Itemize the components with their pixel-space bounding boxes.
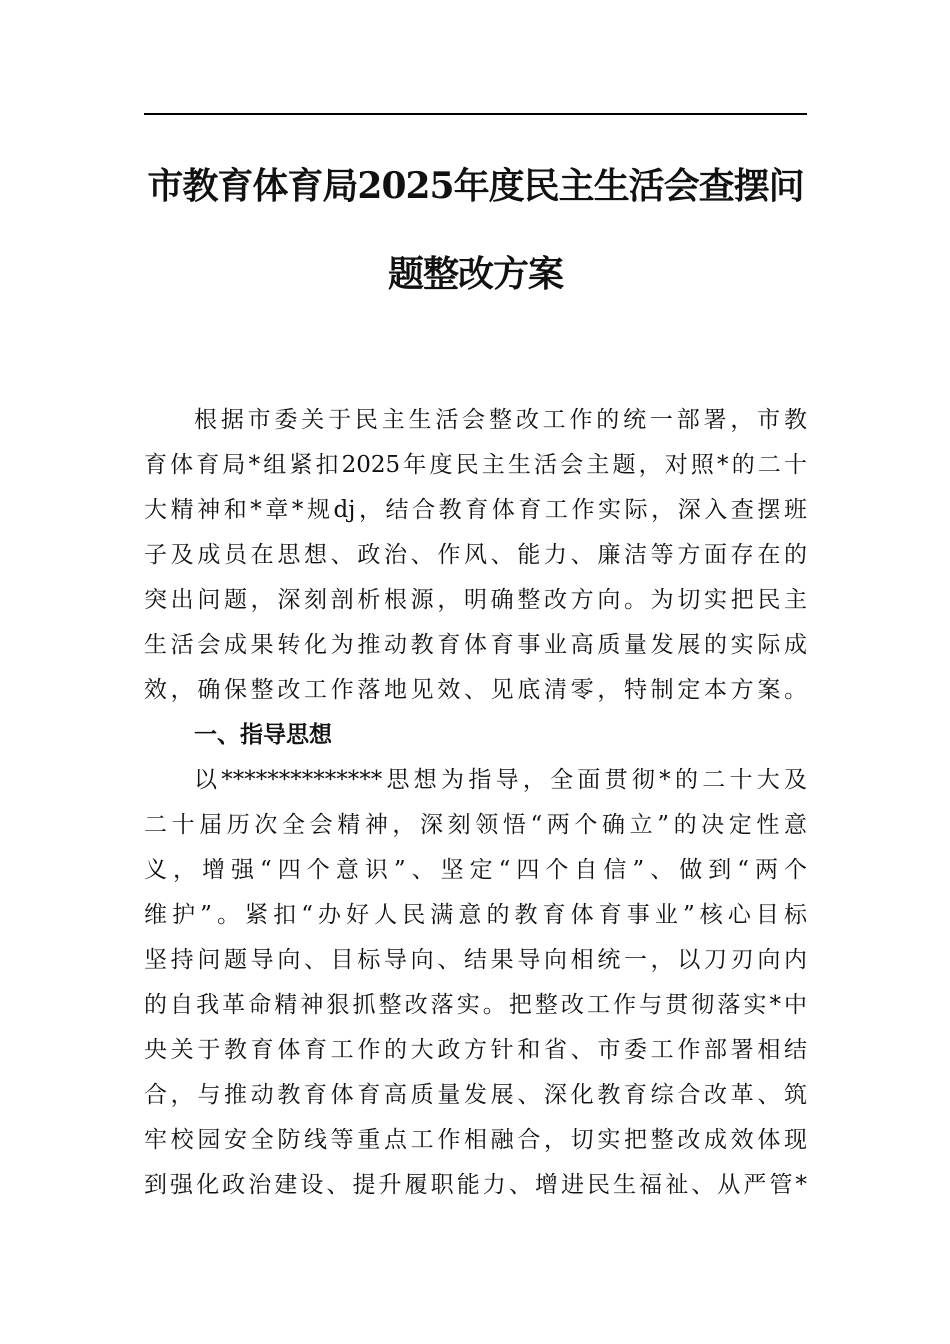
text-line: 央关于教育体育工作的大政方针和省、市委工作部署相结 [144,1037,807,1063]
document-body [144,398,807,1208]
text-line: 子及成员在思想、政治、作风、能力、廉洁等方面存在的 [144,542,807,568]
title-line-1: 市教育体育局2025年度民主生活会查摆问 [147,165,804,207]
header-rule [144,113,807,115]
section-heading-guiding-thought: 一、指导思想 [194,722,332,748]
text-line: 大精神和*章*规dj，结合教育体育工作实际，深入查摆班 [144,497,807,523]
text-line: 突出问题，深刻剖析根源，明确整改方向。为切实把民主 [144,587,807,613]
paragraph-intro [144,398,807,713]
text-line: 育体育局*组紧扣2025年度民主生活会主题，对照*的二十 [144,452,807,478]
text-line: 的自我革命精神狠抓整改落实。把整改工作与贯彻落实*中 [144,992,807,1018]
text-line: 坚持问题导向、目标导向、结果导向相统一，以刀刃向内 [144,947,807,973]
text-line: 效，确保整改工作落地见效、见底清零，特制定本方案。 [144,677,807,703]
text-line: 生活会成果转化为推动教育体育事业高质量发展的实际成 [144,632,807,658]
text-line: 合，与推动教育体育高质量发展、深化教育综合改革、筑 [144,1082,807,1108]
text-line: 根据市委关于民主生活会整改工作的统一部署，市教 [194,407,807,433]
title-line-2: 题整改方案 [387,253,563,295]
text-line: 维护”。紧扣“办好人民满意的教育体育事业”核心目标 [144,902,807,928]
paragraph-guiding-thought [144,758,807,1208]
text-line: 二十届历次全会精神，深刻领悟“两个确立”的决定性意 [144,812,807,838]
text-line: 义，增强“四个意识”、坚定“四个自信”、做到“两个 [144,857,807,883]
text-line: 牢校园安全防线等重点工作相融合，切实把整改成效体现 [144,1127,807,1153]
text-line: 到强化政治建设、提升履职能力、增进民生福祉、从严管* [144,1172,807,1198]
document-title [144,162,807,338]
text-line: 以**************思想为指导，全面贯彻*的二十大及 [194,767,807,793]
